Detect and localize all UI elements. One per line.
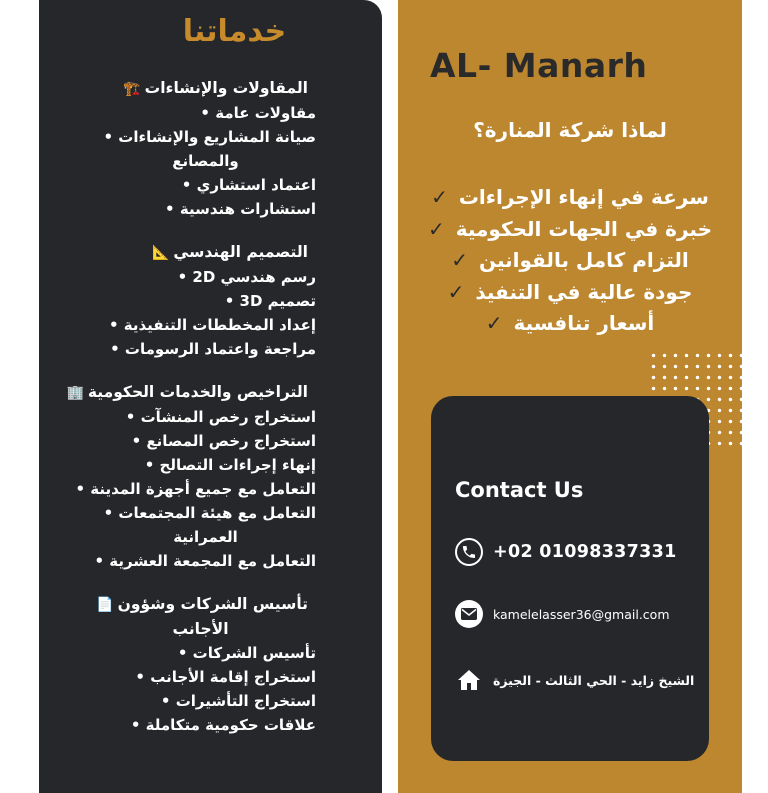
section-heading: التصميم الهندسي📐 [151,243,308,261]
address-text: الشيخ زايد - الحي الثالث - الجيزة [493,672,695,688]
list-item: العمرانية [173,528,238,546]
section-companies [39,592,382,737]
section-design [39,240,382,361]
phone-icon [455,538,483,566]
office-building-icon: 🏢 [66,385,84,401]
triangle-ruler-icon: 📐 [151,245,170,261]
why-heading: لماذا شركة المنارة؟ [473,118,667,142]
check-icon: ✓ [451,248,468,272]
email-address[interactable]: kamelelasser36@gmail.com [493,606,670,622]
reasons-list [398,182,742,340]
reason-item: سرعة في إنهاء الإجراءات ✓ [431,185,709,209]
list-item: مراجعة واعتماد الرسومات • [110,340,316,358]
address-row [455,666,694,694]
list-item: استخراج التأشيرات • [160,692,316,710]
reason-item: التزام كامل بالقوانين ✓ [451,248,689,272]
list-item: استشارات هندسية • [165,200,316,218]
crane-icon: 🏗️ [123,81,141,97]
list-item: استخراج إقامة الأجانب • [135,668,316,686]
brand-name: AL- Manarh [430,46,648,85]
list-item: إنهاء إجراءات التصالح • [144,456,316,474]
email-row[interactable] [455,600,670,628]
services-list [39,76,382,756]
list-item: استخراج رخص المصانع • [131,432,316,450]
contact-card [431,396,709,761]
section-heading-cont: الأجانب [172,620,229,638]
section-heading: المقاولات والإنشاءات🏗️ [123,79,308,97]
list-item: التعامل مع جميع أجهزة المدينة • [75,480,316,498]
document-icon: 📄 [96,597,114,613]
services-title: خدماتنا [182,14,287,49]
list-item: تأسيس الشركات • [177,644,316,662]
section-heading: تأسيس الشركات وشؤون📄 [96,595,308,613]
reason-item: خبرة في الجهات الحكومية ✓ [428,216,712,241]
check-icon: ✓ [431,185,448,209]
reason-item: أسعار تنافسية ✓ [485,311,655,335]
contact-title: Contact Us [455,478,584,502]
info-panel [398,0,742,793]
check-icon: ✓ [428,216,445,241]
phone-row[interactable] [455,538,677,566]
list-item: تصميم 3D • [224,292,316,310]
list-item: التعامل مع المجمعة العشرية • [94,552,316,570]
reason-item: جودة عالية في التنفيذ ✓ [447,279,693,304]
list-item: استخراج رخص المنشآت • [125,408,316,426]
list-item: اعتماد استشاري • [181,176,316,194]
section-licenses [39,380,382,573]
check-icon: ✓ [485,311,503,335]
list-item: والمصانع [172,152,239,170]
phone-number[interactable]: +02 01098337331 [493,542,677,562]
list-item: إعداد المخططات التنفيذية • [108,316,316,334]
list-item: صيانة المشاريع والإنشاءات • [103,128,316,146]
services-panel [39,0,382,793]
section-heading: التراخيص والخدمات الحكومية🏢 [66,383,308,401]
mail-icon [455,600,483,628]
section-contracting [39,76,382,221]
check-icon: ✓ [447,279,465,304]
home-icon [455,666,483,694]
list-item: مقاولات عامة • [200,104,316,122]
list-item: علاقات حكومية متكاملة • [130,716,316,734]
list-item: رسم هندسي 2D • [177,268,316,286]
list-item: التعامل مع هيئة المجتمعات • [103,504,316,522]
